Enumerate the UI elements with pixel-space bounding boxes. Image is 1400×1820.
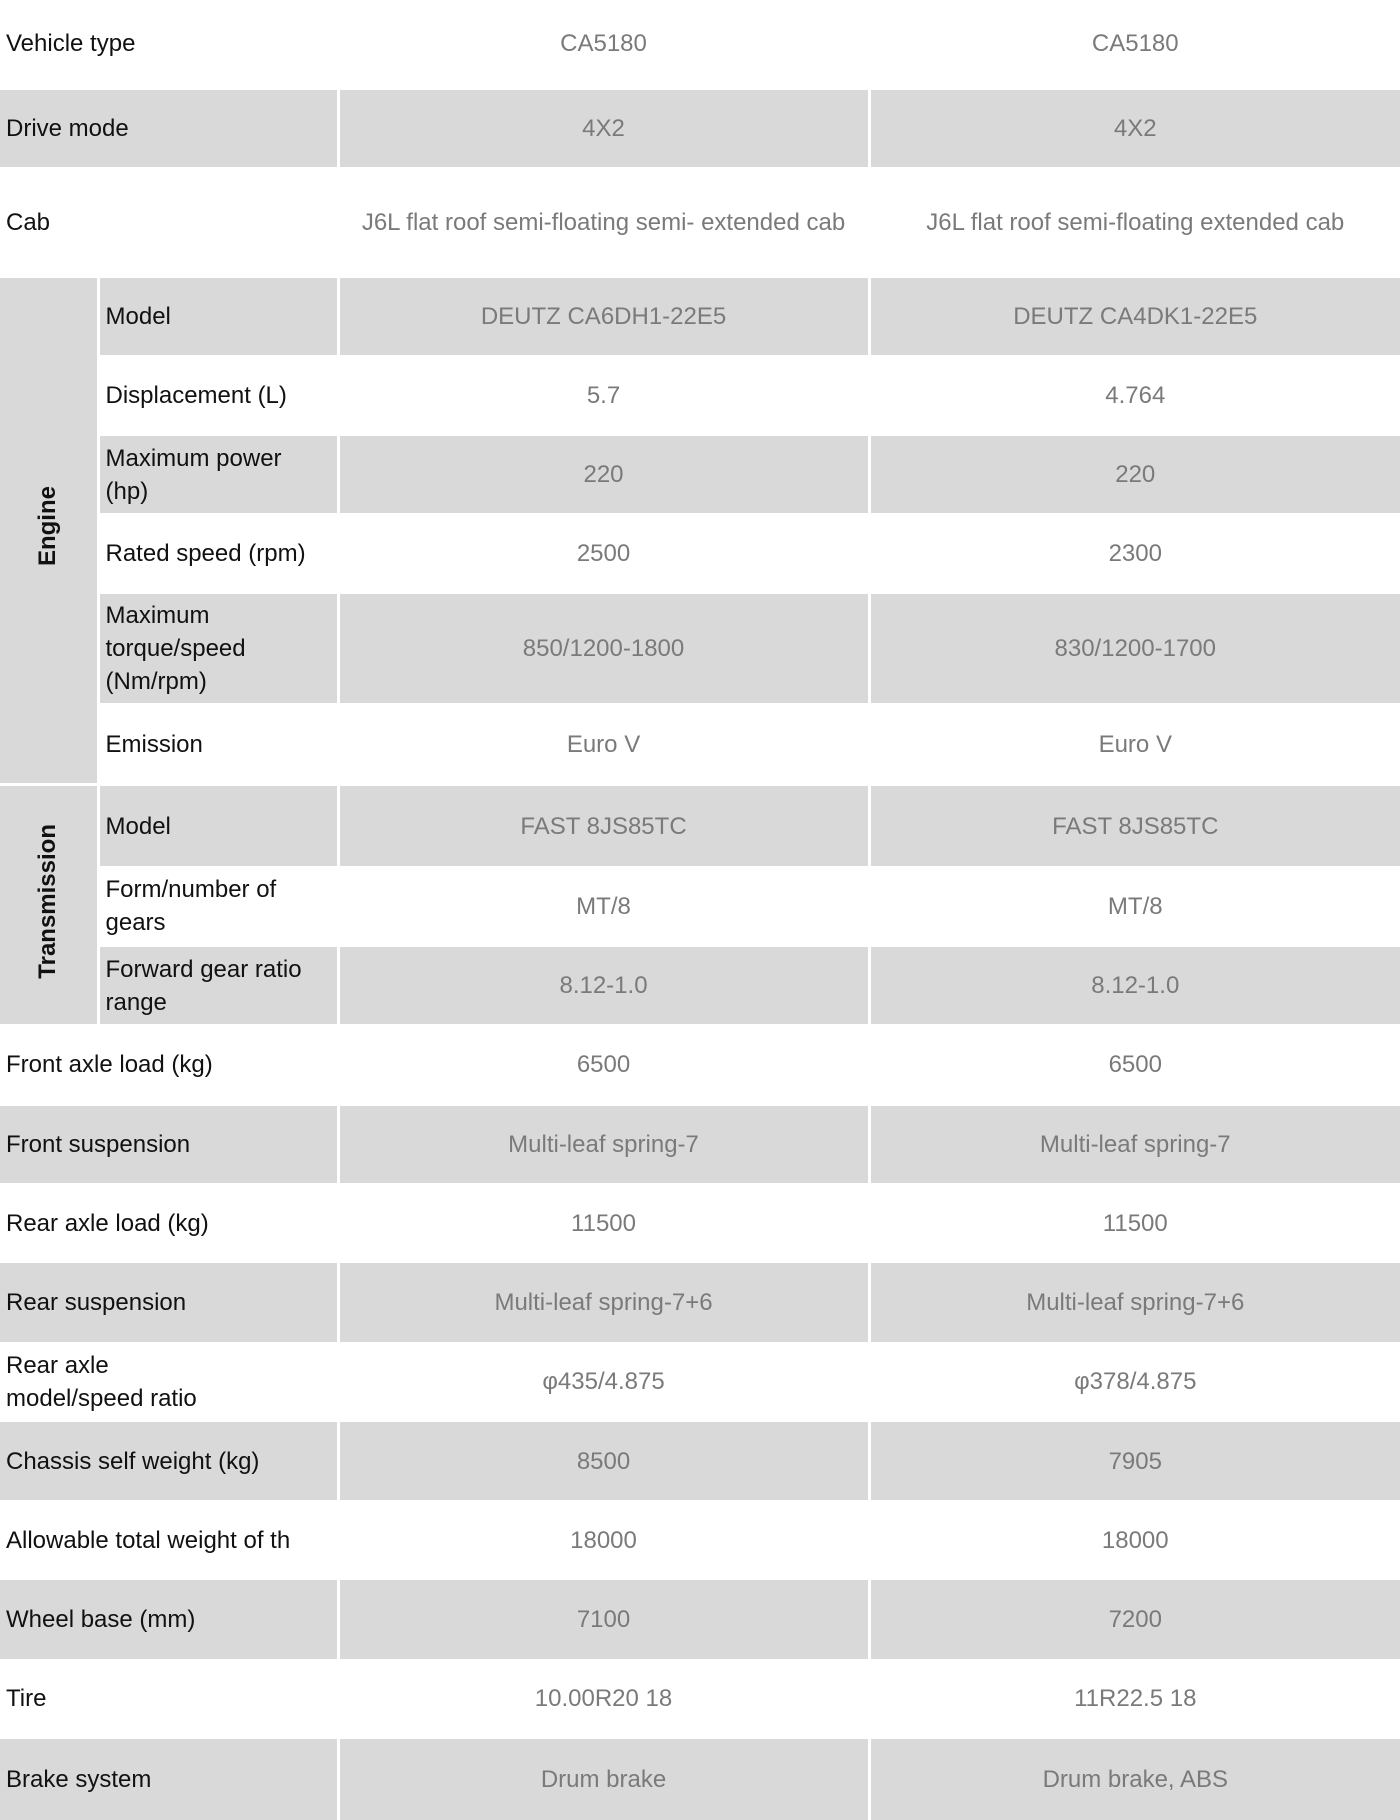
value-cell: 4X2 [338,88,869,168]
value-cell: Drum brake, ABS [869,1738,1400,1820]
table-row-brake-system [0,1738,1400,1820]
table-row-max-power [0,435,1400,515]
value-cell: DEUTZ CA6DH1-22E5 [338,276,869,356]
row-label: Brake system [0,1738,338,1820]
table-row-transmission-model [0,785,1400,867]
value-cell: 7100 [338,1579,869,1660]
value-cell: 11500 [338,1184,869,1261]
value-cell: 850/1200-1800 [338,592,869,704]
row-label: Rear axle model/speed ratio [0,1343,338,1420]
value-cell: Multi-leaf spring-7+6 [338,1262,869,1343]
value-cell: J6L flat roof semi-floating semi- extended cab [338,169,869,276]
value-cell: 7200 [869,1579,1400,1660]
row-label: Maximum torque/speed (Nm/rpm) [98,592,338,704]
row-label: Model [98,785,338,867]
value-cell: Multi-leaf spring-7 [869,1104,1400,1184]
value-cell: Euro V [338,705,869,785]
table-row-front-suspension [0,1104,1400,1184]
table-row-max-torque [0,592,1400,704]
row-label: Allowable total weight of th [0,1502,338,1579]
value-cell: 2300 [869,515,1400,592]
value-cell: 7905 [869,1420,1400,1501]
row-label: Form/number of gears [98,867,338,945]
table-row-rear-axle-load [0,1184,1400,1261]
value-cell: CA5180 [869,0,1400,88]
group-label-transmission [0,785,98,1026]
value-cell: φ378/4.875 [869,1343,1400,1420]
row-label: Maximum power (hp) [98,435,338,515]
table-row-cab [0,169,1400,276]
value-cell: Multi-leaf spring-7 [338,1104,869,1184]
table-row-displacement [0,356,1400,434]
value-cell: FAST 8JS85TC [338,785,869,867]
row-label: Tire [0,1660,338,1737]
value-cell: 18000 [869,1502,1400,1579]
table-row-form-gears [0,867,1400,945]
value-cell: J6L flat roof semi-floating extended cab [869,169,1400,276]
value-cell: 6500 [338,1026,869,1104]
table-row-tire [0,1660,1400,1737]
value-cell: Multi-leaf spring-7+6 [869,1262,1400,1343]
table-row-wheel-base [0,1579,1400,1660]
group-label-text: Transmission [34,823,62,979]
row-label: Rear suspension [0,1262,338,1343]
value-cell: DEUTZ CA4DK1-22E5 [869,276,1400,356]
row-label: Rated speed (rpm) [98,515,338,592]
row-label: Emission [98,705,338,785]
value-cell: 18000 [338,1502,869,1579]
value-cell: 11500 [869,1184,1400,1261]
value-cell: 8.12-1.0 [338,946,869,1026]
group-label-text: Engine [34,485,62,566]
value-cell: 830/1200-1700 [869,592,1400,704]
row-label: Model [98,276,338,356]
value-cell: 220 [338,435,869,515]
table-row-rear-suspension [0,1262,1400,1343]
table-row-chassis-weight [0,1420,1400,1501]
value-cell: FAST 8JS85TC [869,785,1400,867]
row-label: Vehicle type [0,0,338,88]
row-label: Drive mode [0,88,338,168]
row-label: Cab [0,169,338,276]
value-cell: 4X2 [869,88,1400,168]
value-cell: 8.12-1.0 [869,946,1400,1026]
row-label: Chassis self weight (kg) [0,1420,338,1501]
row-label: Front suspension [0,1104,338,1184]
row-label: Front axle load (kg) [0,1026,338,1104]
table-row-emission [0,705,1400,785]
table-row-gear-ratio [0,946,1400,1026]
value-cell: Drum brake [338,1738,869,1820]
table-row-rear-axle-model [0,1343,1400,1420]
row-label: Wheel base (mm) [0,1579,338,1660]
group-label-engine [0,276,98,785]
table-row-total-weight [0,1502,1400,1579]
value-cell: Euro V [869,705,1400,785]
value-cell: CA5180 [338,0,869,88]
table-row-drive-mode [0,88,1400,168]
row-label: Forward gear ratio range [98,946,338,1026]
value-cell: φ435/4.875 [338,1343,869,1420]
value-cell: 4.764 [869,356,1400,434]
value-cell: 8500 [338,1420,869,1501]
value-cell: MT/8 [338,867,869,945]
value-cell: 10.00R20 18 [338,1660,869,1737]
value-cell: 11R22.5 18 [869,1660,1400,1737]
table-row-rated-speed [0,515,1400,592]
value-cell: 2500 [338,515,869,592]
row-label: Rear axle load (kg) [0,1184,338,1261]
value-cell: MT/8 [869,867,1400,945]
table-row-vehicle-type [0,0,1400,88]
table-row-front-axle-load [0,1026,1400,1104]
value-cell: 5.7 [338,356,869,434]
row-label: Displacement (L) [98,356,338,434]
table-row-engine-model [0,276,1400,356]
value-cell: 6500 [869,1026,1400,1104]
value-cell: 220 [869,435,1400,515]
